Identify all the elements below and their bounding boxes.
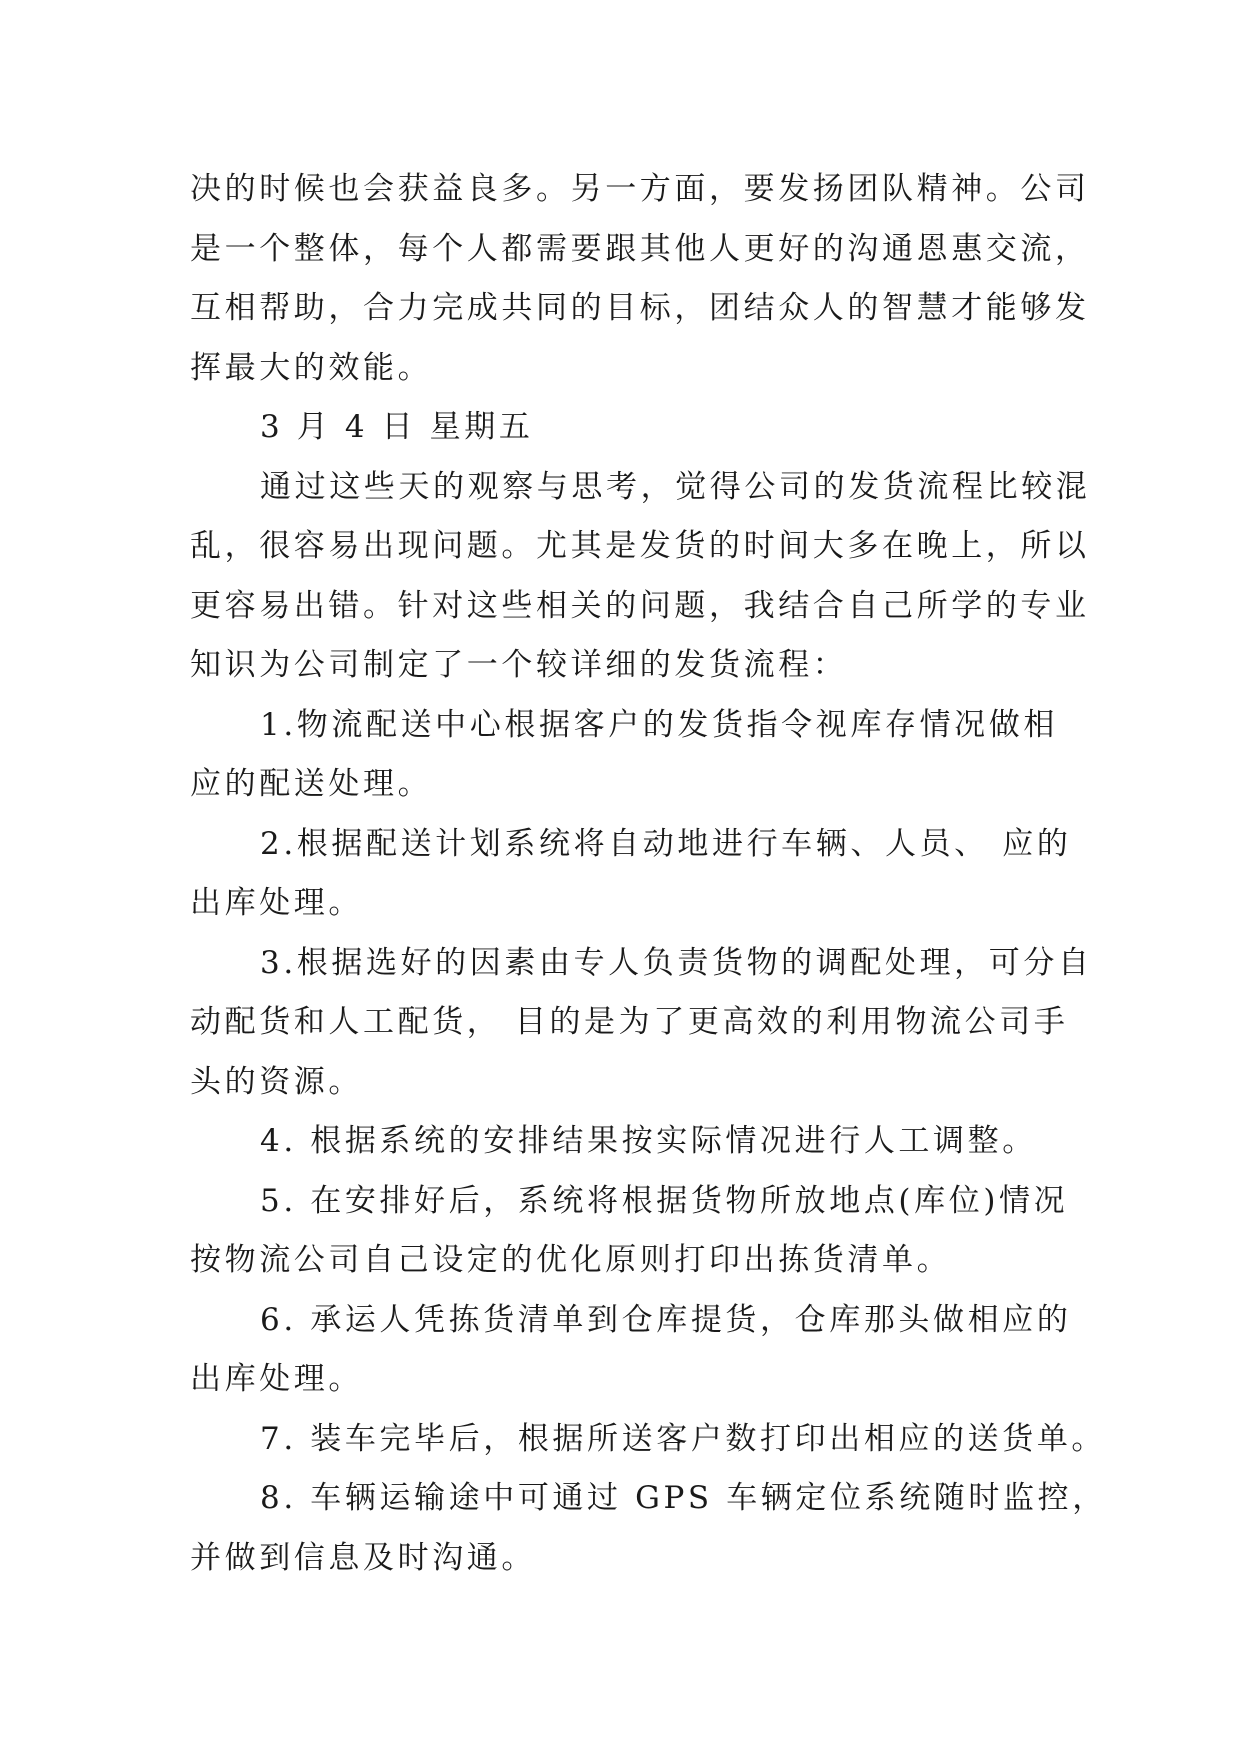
text-line: 并做到信息及时沟通。	[190, 1539, 536, 1576]
text-line: 2.根据配送计划系统将自动地进行车辆、人员、 应的	[260, 825, 1072, 862]
text-line: 头的资源。	[190, 1063, 363, 1100]
step-1	[190, 696, 1070, 815]
text-line: 4. 根据系统的安排结果按实际情况进行人工调整。	[260, 1123, 1037, 1159]
intro-paragraph	[190, 160, 1090, 398]
step-4	[190, 1112, 1070, 1172]
text-line: 通过这些天的观察与思考，觉得公司的发货流程比较混	[260, 468, 1091, 505]
observation-paragraph	[190, 458, 1091, 696]
text-line: 5. 在安排好后，系统将根据货物所放地点(库位)情况	[260, 1182, 1069, 1219]
text-line: 出库处理。	[190, 1361, 363, 1397]
text-line: 决的时候也会获益良多。另一方面，要发扬团队精神。公司	[190, 171, 1090, 207]
text-line: 挥最大的效能。	[190, 349, 433, 386]
step-3	[190, 934, 1093, 1113]
step-6	[190, 1291, 1070, 1410]
step-7	[190, 1410, 1107, 1470]
text-line: 3.根据选好的因素由专人负责货物的调配处理，可分自	[260, 944, 1093, 981]
text-line: 出库处理。	[190, 885, 363, 921]
text-line: 动配货和人工配货， 目的是为了更高效的利用物流公司手	[190, 1004, 1069, 1040]
date-heading: 3 月 4 日 星期五	[260, 409, 534, 445]
document-body	[190, 160, 1107, 1588]
step-2	[190, 815, 1070, 934]
text-line: 知识为公司制定了一个较详细的发货流程：	[190, 647, 848, 683]
text-line: 6. 承运人凭拣货清单到仓库提货，仓库那头做相应的	[260, 1301, 1072, 1338]
text-line: 乱，很容易出现问题。尤其是发货的时间大多在晚上，所以	[190, 528, 1090, 564]
text-line: 互相帮助，合力完成共同的目标，团结众人的智慧才能够发	[190, 290, 1090, 326]
text-line: 应的配送处理。	[190, 766, 433, 802]
text-line: 按物流公司自己设定的优化原则打印出拣货清单。	[190, 1242, 952, 1278]
text-line: 8. 车辆运输途中可通过 GPS 车辆定位系统随时监控，	[260, 1480, 1107, 1516]
text-line: 更容易出错。针对这些相关的问题，我结合自己所学的专业	[190, 587, 1090, 624]
text-line: 7. 装车完毕后，根据所送客户数打印出相应的送货单。	[260, 1420, 1107, 1457]
text-line: 是一个整体，每个人都需要跟其他人更好的沟通恩惠交流，	[190, 230, 1090, 267]
step-8	[190, 1469, 1107, 1588]
text-line: 1.物流配送中心根据客户的发货指令视库存情况做相	[260, 706, 1058, 743]
step-5	[190, 1172, 1070, 1291]
